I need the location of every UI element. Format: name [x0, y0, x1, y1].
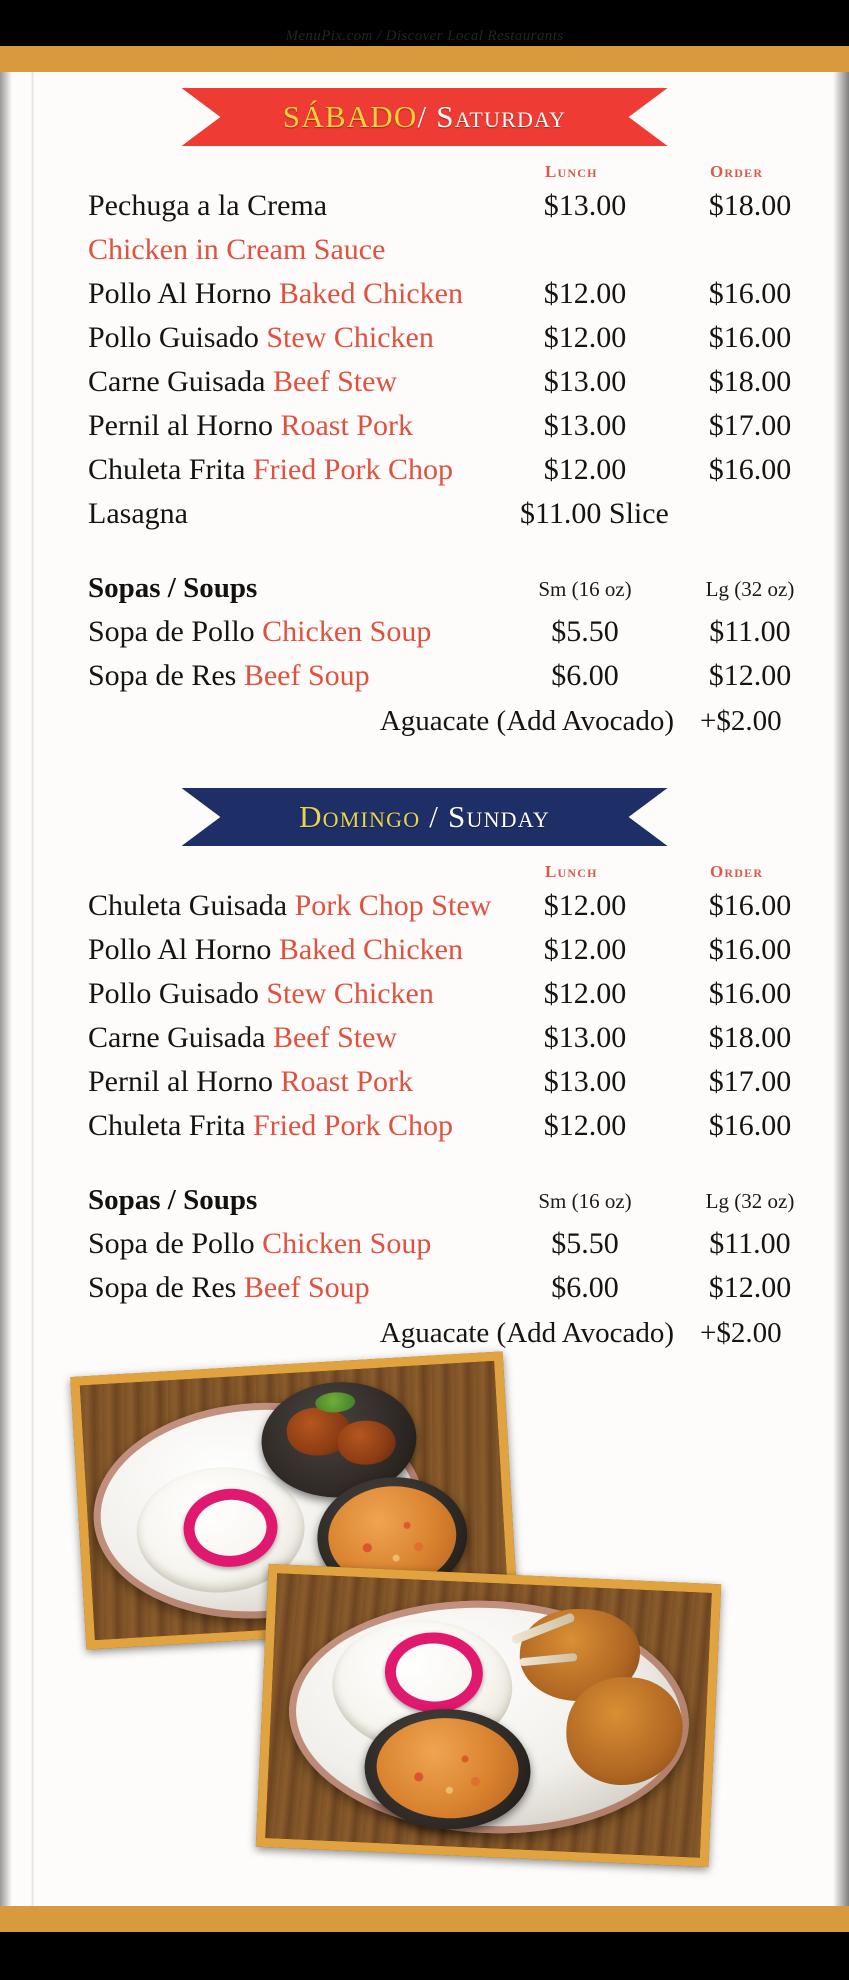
soup-large-price: $12.00: [708, 659, 792, 692]
menu-item-spanish: Pollo Al Horno: [88, 277, 272, 310]
menu-item-english: Stew Chicken: [266, 321, 434, 354]
menu-item-english: Baked Chicken: [278, 933, 463, 966]
menu-item-lunch-price: $13.00: [543, 1021, 627, 1054]
menu-item-spanish: Lasagna: [88, 497, 188, 530]
menu-row: [0, 404, 849, 448]
soup-english: Chicken Soup: [262, 615, 432, 648]
menu-item-names: [88, 1104, 453, 1148]
menu-item-order-price: $17.00: [708, 1065, 792, 1098]
addon-label: Aguacate (Add Avocado): [379, 1317, 674, 1349]
soups-title: Sopas / Soups: [88, 572, 258, 604]
menu-item-names: [88, 184, 327, 228]
soup-large-price: $12.00: [708, 1271, 792, 1304]
banner-saturday-english: Saturday: [436, 99, 567, 134]
menu-item-order-price: $17.00: [708, 409, 792, 442]
menu-item-order-price: $16.00: [708, 277, 792, 310]
menu-item-spanish: Carne Guisada: [88, 365, 266, 398]
menu-row: [0, 316, 849, 360]
food-photo-gallery: [0, 1302, 849, 1906]
menu-item-spanish: Chuleta Frita: [88, 453, 246, 486]
menu-item-order-price: $16.00: [708, 889, 792, 922]
menu-row: [0, 184, 849, 228]
soup-names: [88, 1222, 431, 1266]
menu-item-lunch-price: $12.00: [543, 933, 627, 966]
menu-row: [0, 272, 849, 316]
menu-item-spanish: Pollo Guisado: [88, 321, 259, 354]
menu-item-lunch-price: $13.00: [543, 189, 627, 222]
menu-item-order-price: $16.00: [708, 977, 792, 1010]
soup-small-price: $5.50: [551, 1227, 619, 1260]
section-sunday: [0, 788, 849, 1356]
menu-item-lunch-price: $13.00: [543, 1065, 627, 1098]
soup-spanish: Sopa de Res: [88, 659, 237, 692]
column-header-order: Order: [710, 162, 764, 181]
menu-item-english: Chicken in Cream Sauce: [88, 233, 386, 266]
cilantro-garnish: [315, 1391, 356, 1413]
menu-row: [0, 1104, 849, 1148]
menu-row: [0, 228, 849, 272]
menu-item-english: Beef Stew: [272, 365, 398, 398]
menu-item-spanish: Chuleta Guisada: [88, 889, 288, 922]
soup-small-price: $5.50: [551, 615, 619, 648]
soup-spanish: Sopa de Res: [88, 1271, 237, 1304]
menu-item-names: [88, 360, 397, 404]
food-photo-rice-fried-chicken: [256, 1564, 721, 1867]
soup-size-large-header: Lg (32 oz): [705, 577, 795, 601]
menu-item-lunch-price: $12.00: [543, 977, 627, 1010]
menu-item-english: Fried Pork Chop: [252, 1109, 453, 1142]
menu-item-order-price: $18.00: [708, 189, 792, 222]
addon-price: +$2.00: [700, 1317, 782, 1349]
soup-size-small-header: Sm (16 oz): [538, 577, 632, 601]
menu-item-order-price: $16.00: [708, 453, 792, 486]
banner-saturday-text: [283, 99, 566, 135]
menu-item-english: Roast Pork: [280, 1065, 413, 1098]
soup-row: [0, 610, 849, 654]
soup-large-price: $11.00: [709, 615, 791, 648]
menu-item-names: [88, 272, 463, 316]
top-black-frame-band: [0, 0, 849, 46]
banner-sunday-separator: /: [429, 799, 440, 834]
soup-names: [88, 610, 431, 654]
menu-item-names: [88, 1060, 413, 1104]
addon-label: Aguacate (Add Avocado): [379, 705, 674, 737]
soup-small-price: $6.00: [551, 659, 619, 692]
menu-item-english: Baked Chicken: [278, 277, 463, 310]
addon-price: +$2.00: [700, 705, 782, 737]
soup-small-price: $6.00: [551, 1271, 619, 1304]
menu-row: [0, 884, 849, 928]
menu-item-spanish: Pernil al Horno: [88, 1065, 273, 1098]
menu-item-english: Roast Pork: [280, 409, 413, 442]
banner-sunday: [182, 788, 668, 846]
column-header-lunch: Lunch: [545, 162, 598, 181]
soup-large-price: $11.00: [709, 1227, 791, 1260]
menu-item-english: Beef Stew: [272, 1021, 398, 1054]
menu-item-order-price: $16.00: [708, 1109, 792, 1142]
menu-item-english: Fried Pork Chop: [252, 453, 453, 486]
menu-item-names: [88, 1016, 397, 1060]
menu-row: [0, 928, 849, 972]
menu-item-spanish: Pernil al Horno: [88, 409, 273, 442]
soup-row: [0, 1222, 849, 1266]
soup-english: Beef Soup: [243, 1271, 370, 1304]
column-header-order: Order: [710, 862, 764, 881]
soup-row: [0, 654, 849, 698]
menu-item-lunch-price: $12.00: [543, 889, 627, 922]
menu-item-spanish: Chuleta Frita: [88, 1109, 246, 1142]
menu-row: [0, 448, 849, 492]
banner-sunday-spanish: Domingo: [299, 799, 421, 834]
menu-item-spanish: Carne Guisada: [88, 1021, 266, 1054]
menu-item-english: Stew Chicken: [266, 977, 434, 1010]
photo-b-content: [265, 1573, 712, 1857]
top-gold-frame-band: [0, 46, 849, 72]
soups-header-sunday: [0, 1178, 849, 1222]
soup-size-small-header: Sm (16 oz): [538, 1189, 632, 1213]
menu-item-lunch-price: $12.00: [543, 1109, 627, 1142]
menu-item-names: [88, 928, 463, 972]
menu-item-lunch-price: $13.00: [543, 365, 627, 398]
soup-spanish: Sopa de Pollo: [88, 615, 255, 648]
menu-row: [0, 492, 849, 536]
menu-item-slice-price: $11.00 Slice: [520, 497, 669, 530]
menu-item-order-price: $18.00: [708, 365, 792, 398]
menu-item-order-price: $16.00: [708, 933, 792, 966]
bean-sauce: [374, 1715, 520, 1821]
menu-item-names: [88, 884, 491, 928]
menu-item-english: Pork Chop Stew: [294, 889, 492, 922]
banner-saturday-separator: /: [417, 99, 428, 134]
banner-saturday-spanish: SÁBADO: [282, 99, 418, 134]
sauce-texture: [374, 1715, 520, 1821]
banner-sunday-text: [299, 799, 550, 835]
menu-item-names: [88, 448, 453, 492]
menu-item-lunch-price: $12.00: [543, 277, 627, 310]
column-headers-saturday: [0, 162, 849, 184]
soup-english: Beef Soup: [243, 659, 370, 692]
menu-row: [0, 972, 849, 1016]
soup-size-large-header: Lg (32 oz): [705, 1189, 795, 1213]
menu-item-names: [88, 492, 188, 536]
menu-item-order-price: $18.00: [708, 1021, 792, 1054]
menu-item-spanish: Pollo Guisado: [88, 977, 259, 1010]
menu-item-order-price: $16.00: [708, 321, 792, 354]
menu-paper: [0, 72, 849, 1906]
soups-title: Sopas / Soups: [88, 1184, 258, 1216]
menu-row: [0, 360, 849, 404]
menu-row: [0, 1016, 849, 1060]
column-header-lunch: Lunch: [545, 862, 598, 881]
soups-header-saturday: [0, 566, 849, 610]
menu-item-names: [88, 404, 413, 448]
menu-item-spanish: Pechuga a la Crema: [88, 189, 328, 222]
banner-sunday-english: Sunday: [448, 799, 550, 834]
menu-item-lunch-price: $12.00: [543, 453, 627, 486]
bottom-gold-frame-band: [0, 1906, 849, 1932]
menu-item-spanish: Pollo Al Horno: [88, 933, 272, 966]
section-saturday: [0, 88, 849, 744]
soup-addon-saturday: [0, 698, 849, 744]
site-watermark: MenuPix.com / Discover Local Restaurants: [285, 28, 564, 44]
soup-names: [88, 654, 370, 698]
menu-item-names: [88, 972, 434, 1016]
soup-spanish: Sopa de Pollo: [88, 1227, 255, 1260]
menu-item-names: [88, 316, 434, 360]
menu-item-lunch-price: $12.00: [543, 321, 627, 354]
column-headers-sunday: [0, 862, 849, 884]
soup-english: Chicken Soup: [262, 1227, 432, 1260]
menu-item-lunch-price: $13.00: [543, 409, 627, 442]
bottom-black-frame-band: [0, 1932, 849, 1980]
banner-saturday: [182, 88, 668, 146]
stewed-chicken: [336, 1419, 397, 1466]
menu-row: [0, 1060, 849, 1104]
